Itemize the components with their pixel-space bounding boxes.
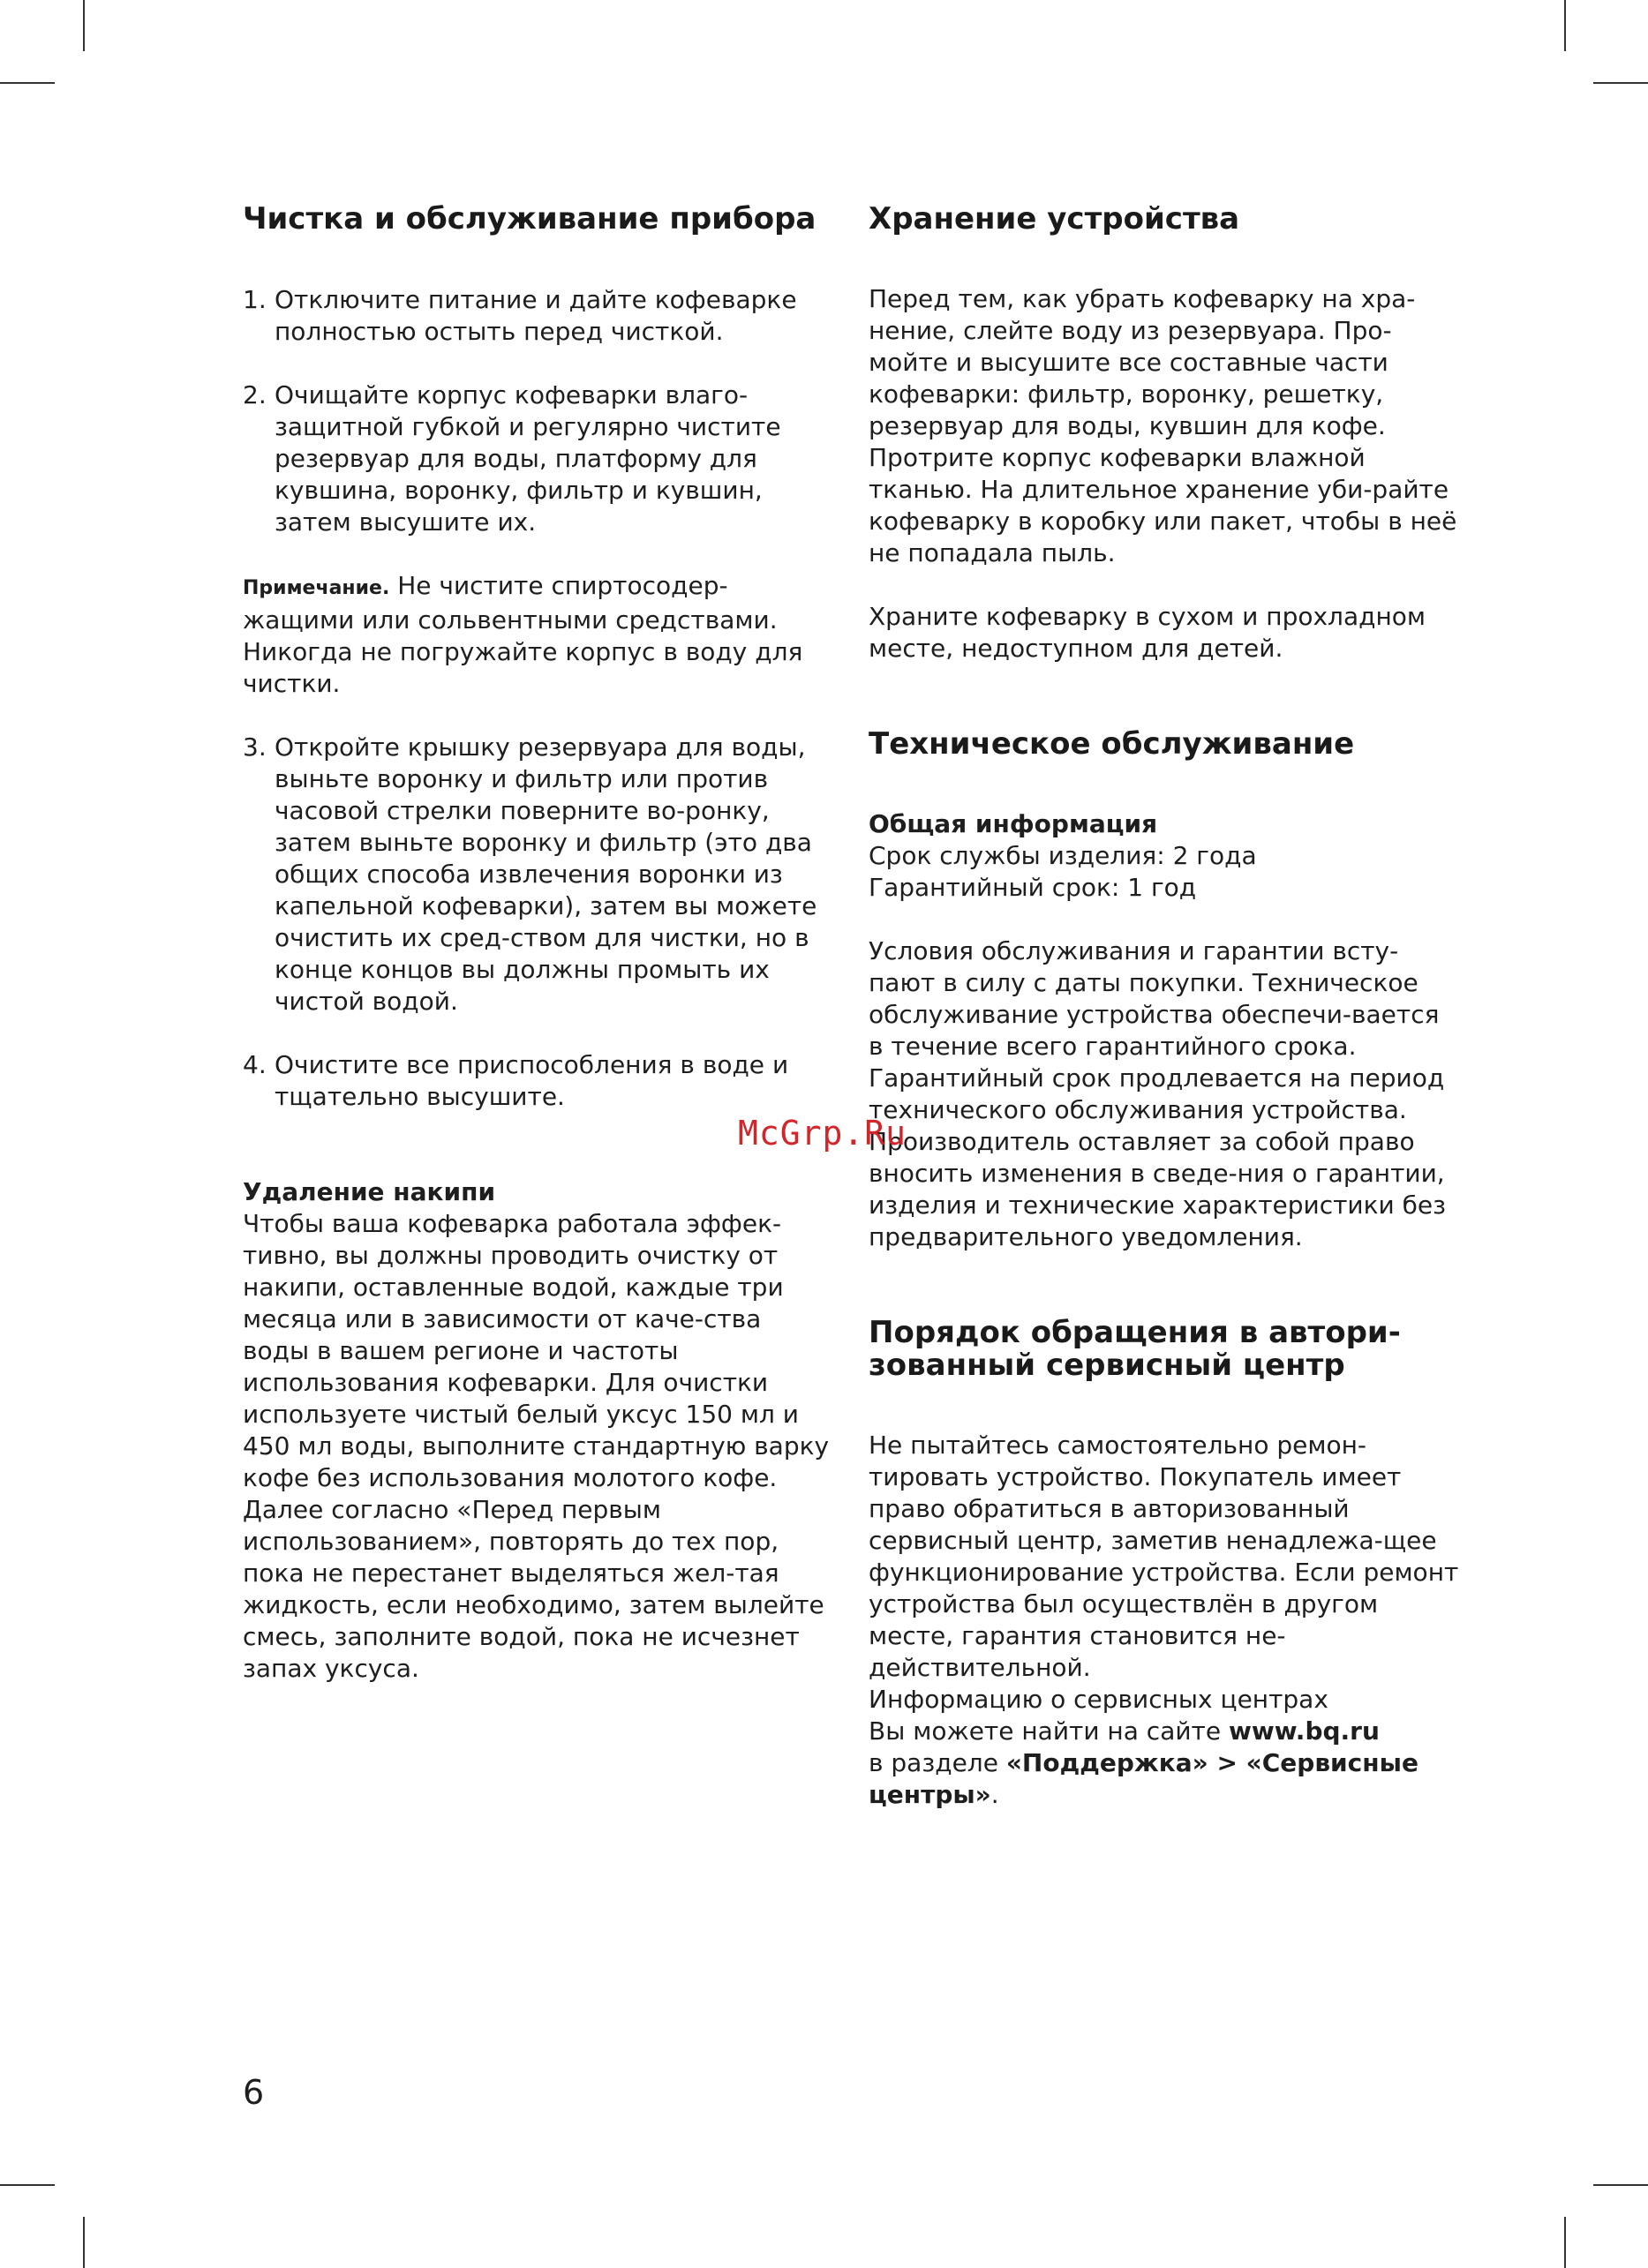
service-life: Срок службы изделия: 2 года xyxy=(869,841,1257,870)
storage-paragraph: Перед тем, как убрать кофеварку на хра-нение, слейте воду из резервуара. Про-мойте и высушите все составные части кофеварки: фильтр, воронку, решетку, резервуар для воды, кувшин для кофе. Протрите корпус кофеварки влажной тканью. На длительное хранение уби-райте кофеварку в коробку или пакет, чтобы в неё не попадала пыль. xyxy=(869,284,1457,567)
info-line: Информацию о сервисных центрах xyxy=(869,1685,1328,1714)
section-line xyxy=(869,1747,1460,1811)
crop-mark xyxy=(83,2217,85,2268)
page-number: 6 xyxy=(243,2073,265,2112)
site-link[interactable]: www.bq.ru xyxy=(1229,1716,1380,1746)
note xyxy=(243,570,834,700)
list-number: 4. xyxy=(243,1050,267,1079)
section-suffix: . xyxy=(990,1780,999,1809)
service-paragraph: Не пытайтесь самостоятельно ремон-тировать устройство. Покупатель имеет право обратиться в авторизованный сервисный центр, заметив ненадлежа-щее функционирование устройства. Если ремонт устройства был осуществлён в другом месте, гарантия становится не-действительной. xyxy=(869,1431,1459,1682)
tech-heading: Техническое обслуживание xyxy=(869,726,1355,762)
crop-mark xyxy=(1593,82,1648,84)
note-label: Примечание. xyxy=(243,577,390,599)
tech-paragraph: Условия обслуживания и гарантии всту-пают в силу с даты покупки. Техническое обслуживание устройства обеспечи-вается в течение всего гарантийного срока. Гарантийный срок продлевается на период технического обслуживания устройства. Производитель оставляет за собой право вносить изменения в сведе-ния о гарантии, изделия и технические характеристики без предварительного уведомления. xyxy=(869,936,1446,1251)
list-text: Откройте крышку резервуара для воды, выньте воронку и фильтр или против часовой стрелки поверните во-ронку, затем выньте воронку и фильтр (это два общих способа извлечения воронки из капельной кофеварки), затем вы можете очистить их сред-ством для чистки, но в конце концов вы должны промыть их чистой водой. xyxy=(275,732,817,1016)
crop-mark xyxy=(1564,2217,1566,2268)
list-text: Отключите питание и дайте кофеварке полностью остыть перед чисткой. xyxy=(275,285,797,346)
crop-mark xyxy=(1564,0,1566,51)
crop-mark xyxy=(0,2184,55,2186)
list-number: 3. xyxy=(243,732,267,762)
service-center-heading: Порядок обращения в автори-зованный сервисный центр xyxy=(869,1315,1401,1383)
list-number: 2. xyxy=(243,380,267,409)
list-text: Очистите все приспособления в воде и тщательно высушите. xyxy=(275,1050,789,1111)
right-column xyxy=(869,203,1460,1811)
crop-mark xyxy=(0,82,55,84)
warranty-period: Гарантийный срок: 1 год xyxy=(869,873,1197,902)
list-item xyxy=(243,1049,834,1113)
section-prefix: в разделе xyxy=(869,1748,998,1777)
crop-mark xyxy=(1593,2184,1648,2186)
left-column xyxy=(243,203,834,1685)
find-prefix: Вы можете найти на сайте xyxy=(869,1716,1222,1746)
list-number: 1. xyxy=(243,285,267,314)
storage-paragraph: Храните кофеварку в сухом и прохладном месте, недоступном для детей. xyxy=(869,602,1426,663)
section-name: «Поддержка» > «Сервисные центры» xyxy=(869,1748,1418,1809)
list-item xyxy=(243,379,834,538)
crop-mark xyxy=(83,0,85,51)
list-item xyxy=(243,732,834,1018)
list-text: Очищайте корпус кофеварки влаго-защитной губкой и регулярно чистите резервуар для воды, платформу для кувшина, воронку, фильтр и кувшин, затем высушите их. xyxy=(275,380,781,537)
descaling-text: Чтобы ваша кофеварка работала эффек-тивно, вы должны проводить очистку от накипи, оставленные водой, каждые три месяца или в зависимости от каче-ства воды в вашем регионе и частоты использования кофеварки. Для очистки используете чистый белый уксус 150 мл и 450 мл воды, выполните стандартную варку кофе без использования молотого кофе. Далее согласно «Перед первым использованием», повторять до тех пор, пока не перестанет выделяться жел-тая жидкость, если необходимо, затем вылейте смесь, заполните водой, пока не исчезнет запах уксуса. xyxy=(243,1209,830,1683)
general-info-heading: Общая информация xyxy=(869,809,1158,838)
note-text: Не чистите спиртосодер-жащими или сольвентными средствами. Никогда не погружайте корпус в воду для чистки. xyxy=(243,571,803,698)
storage-heading: Хранение устройства xyxy=(869,201,1240,237)
descaling-heading: Удаление накипи xyxy=(243,1177,496,1206)
find-line xyxy=(869,1716,1460,1747)
cleaning-heading: Чистка и обслуживание прибора xyxy=(243,201,816,237)
list-item xyxy=(243,284,834,348)
watermark: McGrp.Ru xyxy=(738,1114,907,1153)
